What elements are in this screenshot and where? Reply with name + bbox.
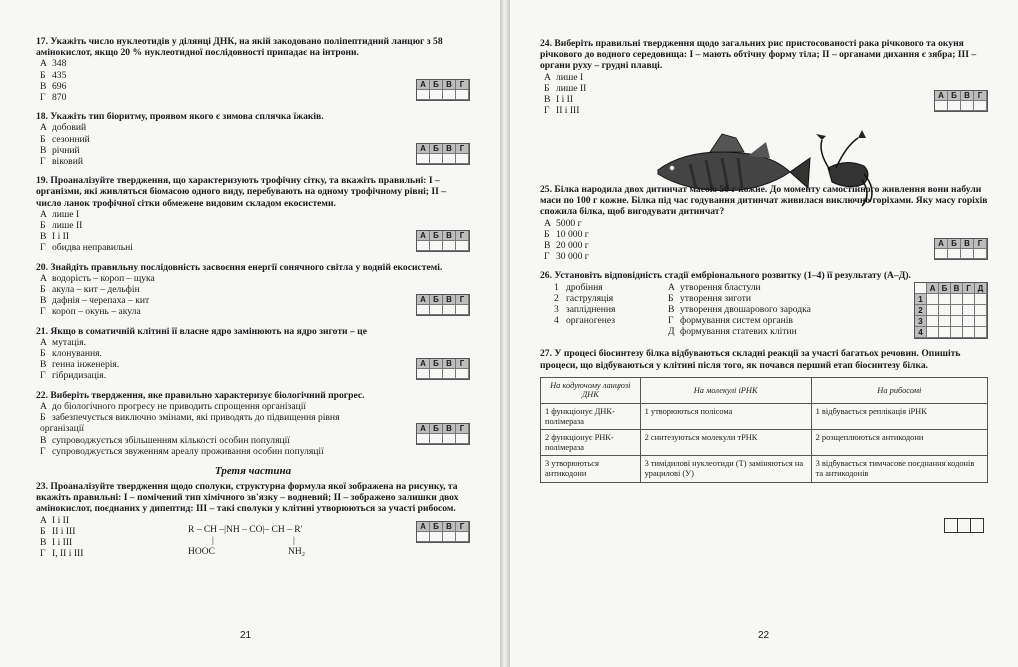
option-d: Г обидва неправильні	[40, 242, 133, 254]
right-page	[510, 0, 1018, 667]
table-header: На молекулі іРНК	[640, 377, 811, 403]
table-cell: 3 утворюються антикодони	[541, 456, 641, 482]
structural-formula: R – CH –|NH – CO|– CH – R' | | HOOC NH₂	[188, 524, 306, 557]
result-item: В утворення двошарового зародка	[668, 304, 811, 316]
answer-grid[interactable]: А Б В Г	[416, 294, 470, 316]
answer-grid[interactable]: А Б В Г	[934, 90, 988, 112]
option-a: А добовий	[40, 122, 87, 134]
option-c: В 20 000 г	[544, 240, 589, 252]
table-header-row	[541, 377, 988, 403]
question-26	[540, 270, 988, 340]
question-25	[540, 184, 988, 262]
option-c: В І і ІІ	[544, 94, 574, 106]
option-c: В генна інженерія.	[40, 359, 120, 371]
option-b: Б акула – кит – дельфін	[40, 284, 140, 296]
table-cell: 3 тимідилові нуклеотиди (Т) заміняються на урацилові (У)	[640, 456, 811, 482]
stage-item: 2 гаструляція	[554, 292, 614, 304]
stages-column	[540, 282, 654, 338]
answer-boxes[interactable]	[944, 518, 984, 533]
table-cell: 3 відбувається тимчасове поєднання кодонів та антикодонів	[811, 456, 987, 482]
option-c: В І і ІІІ	[40, 536, 73, 548]
question-text: 19. Проаналізуйте твердження, що характеризують трофічну сітку, та вкажіть правильні: І – організми, які живляться біомасою одного виду, перебувають на одному трофічному рівні; ІІ – число ланок трофічної сітки обмежене видовим складом екосистеми.	[36, 175, 447, 209]
result-item: Г формування систем органів	[668, 315, 793, 327]
table-cell: 2 синтезуються молекули тРНК	[640, 430, 811, 456]
question-text: 21. Якщо в соматичній клітині її власне ядро замінюють на ядро зиготи – це	[36, 325, 367, 337]
question-22	[36, 390, 470, 457]
option-b: Б 435	[40, 69, 67, 81]
book-gutter	[500, 0, 510, 667]
answer-grid[interactable]: А Б В Г	[416, 143, 470, 165]
question-text: 20. Знайдіть правильну послідовність засвоєння енергії сонячного світла у водній екосистемі.	[36, 261, 443, 273]
table-cell: 1 утворюються полісома	[640, 404, 811, 430]
option-b: Б забезпечується виключно змінами, які приводять до підвищення рівня організації	[40, 412, 340, 435]
table-header: На кодуючому ланцюзі ДНК	[541, 377, 641, 403]
option-d: Г І, ІІ і ІІІ	[40, 548, 84, 560]
option-a: А 5000 г	[544, 217, 582, 229]
page-number: 22	[758, 630, 770, 641]
question-text: 25. Білка народила двох дитинчат масою 50 г кожне. До моменту самостійного живлення вони набули маси по 100 г кожне. Білка під час годування дитинчат живилася виключно горіхами. Яку масу горіхів спожила білка, щоб вигодувати дитинчат?	[540, 184, 988, 218]
option-c: В 696	[40, 80, 67, 92]
table-cell: 2 функціонує РНК-полімераза	[541, 430, 641, 456]
question-text: 26. Установіть відповідність стадії ембріонального розвитку (1–4) її результату (А–Д).	[540, 270, 911, 282]
question-23	[36, 481, 470, 591]
answer-grid[interactable]: А Б В Г	[416, 358, 470, 380]
table-row	[541, 404, 988, 430]
answer-grid[interactable]: А Б В Г	[416, 79, 470, 101]
option-b: Б лише ІІ	[40, 220, 83, 232]
option-d: Г ІІ і ІІІ	[544, 105, 580, 117]
question-text: 23. Проаналізуйте твердження щодо сполуки, структурна формула якої зображена на рисунку, та вкажіть правильні: І – помічений тип хімічного зв'язку – водневий; ІІ – зображено залишки двох амінокислот, поєднаних у дипептид: ІІІ – такі сполуки у клітині утворюються за участі рибосом.	[36, 480, 459, 515]
section-title: Третя частина	[214, 464, 292, 477]
result-item: Б утворення зиготи	[668, 292, 752, 304]
option-a: А до біологічного прогресу не приводить спрощення організації	[40, 400, 307, 412]
option-b: Б клонування.	[40, 348, 102, 360]
option-a: А І і ІІ	[40, 514, 70, 526]
option-d: Г гібридизація.	[40, 370, 107, 382]
option-c: В річний	[40, 144, 80, 156]
option-c: В І і ІІ	[40, 231, 70, 243]
stage-item: 3 запліднення	[554, 304, 616, 316]
option-b: Б 10 000 г	[544, 228, 589, 240]
answer-grid[interactable]: А Б В Г	[416, 521, 470, 543]
result-item: Д формування статевих клітин	[668, 326, 797, 338]
matching-answer-grid[interactable]: А Б В Г Д 1 2 3 4	[914, 282, 988, 339]
option-d: Г віковий	[40, 156, 83, 168]
table-cell: 1 відбувається реплікація іРНК	[811, 404, 987, 430]
table-row	[541, 430, 988, 456]
results-column	[668, 282, 811, 338]
answer-grid[interactable]: А Б В Г	[934, 238, 988, 260]
option-a: А мутація.	[40, 336, 87, 348]
question-24	[540, 38, 988, 176]
option-a: А водорість – короп – щука	[40, 272, 155, 284]
table-cell: 2 розщеплюються антикодони	[811, 430, 987, 456]
answer-grid[interactable]: А Б В Г	[416, 230, 470, 252]
option-b: Б лише ІІ	[544, 82, 587, 94]
option-a: А лише І	[40, 208, 80, 220]
question-20	[36, 262, 470, 318]
table-row	[541, 456, 988, 482]
option-d: Г 870	[40, 92, 67, 104]
answer-grid[interactable]: А Б В Г	[416, 423, 470, 445]
question-text: 17. Укажіть число нуклеотидів у ділянці ДНК, на якій закодовано поліпептидний ланцюг з 58 амінокислот, якщо 20 % нуклеотидної послідовності припадає на інтрони.	[36, 36, 443, 59]
option-d: Г 30 000 г	[544, 251, 589, 263]
perch-fish-icon	[658, 134, 810, 191]
question-text: 22. Виберіть твердження, яке правильно характеризує біологічний прогрес.	[36, 389, 365, 401]
option-d: Г короп – окунь – акула	[40, 306, 141, 318]
table-cell: 1 функціонує ДНК-полімераза	[541, 404, 641, 430]
table-header: На рибосомі	[811, 377, 987, 403]
biosynthesis-table	[540, 377, 988, 483]
option-b: Б ІІ і ІІІ	[40, 525, 76, 537]
question-17	[36, 36, 470, 103]
question-text: 24. Виберіть правильні твердження щодо загальних рис пристосованості рака річкового та окуня річкового до водного середовища: І – мають обтічну форму тіла; ІІ – органами дихання є зябра; ІІІ – органи руху – грудні плавці.	[540, 38, 977, 72]
page-number: 21	[240, 630, 252, 641]
question-text: 27. У процесі біосинтезу білка відбуваються складні реакції за участі багатьох речовин. Опишіть процеси, що відбуваються у клітині після того, як почався перший етап біосинтезу білка.	[540, 348, 961, 371]
question-21	[36, 326, 470, 382]
question-18	[36, 111, 470, 167]
left-page	[0, 0, 500, 667]
question-text: 18. Укажіть тип біоритму, проявом якого є зимова сплячка їжаків.	[36, 111, 324, 123]
option-b: Б сезонний	[40, 133, 90, 145]
option-c: В дафнія – черепаха – кит	[40, 295, 150, 307]
stage-item: 1 дробіння	[554, 281, 603, 293]
question-27	[540, 348, 988, 482]
option-a: А 348	[40, 58, 67, 70]
question-19	[36, 175, 470, 253]
option-a: А лише І	[544, 71, 584, 83]
stage-item: 4 органогенез	[554, 315, 616, 327]
result-item: А утворення бластули	[668, 281, 761, 293]
option-c: В супроводжується збільшенням кількості особин популяції	[40, 434, 290, 446]
option-d: Г супроводжується звуженням ареалу проживання особин популяції	[40, 445, 324, 457]
